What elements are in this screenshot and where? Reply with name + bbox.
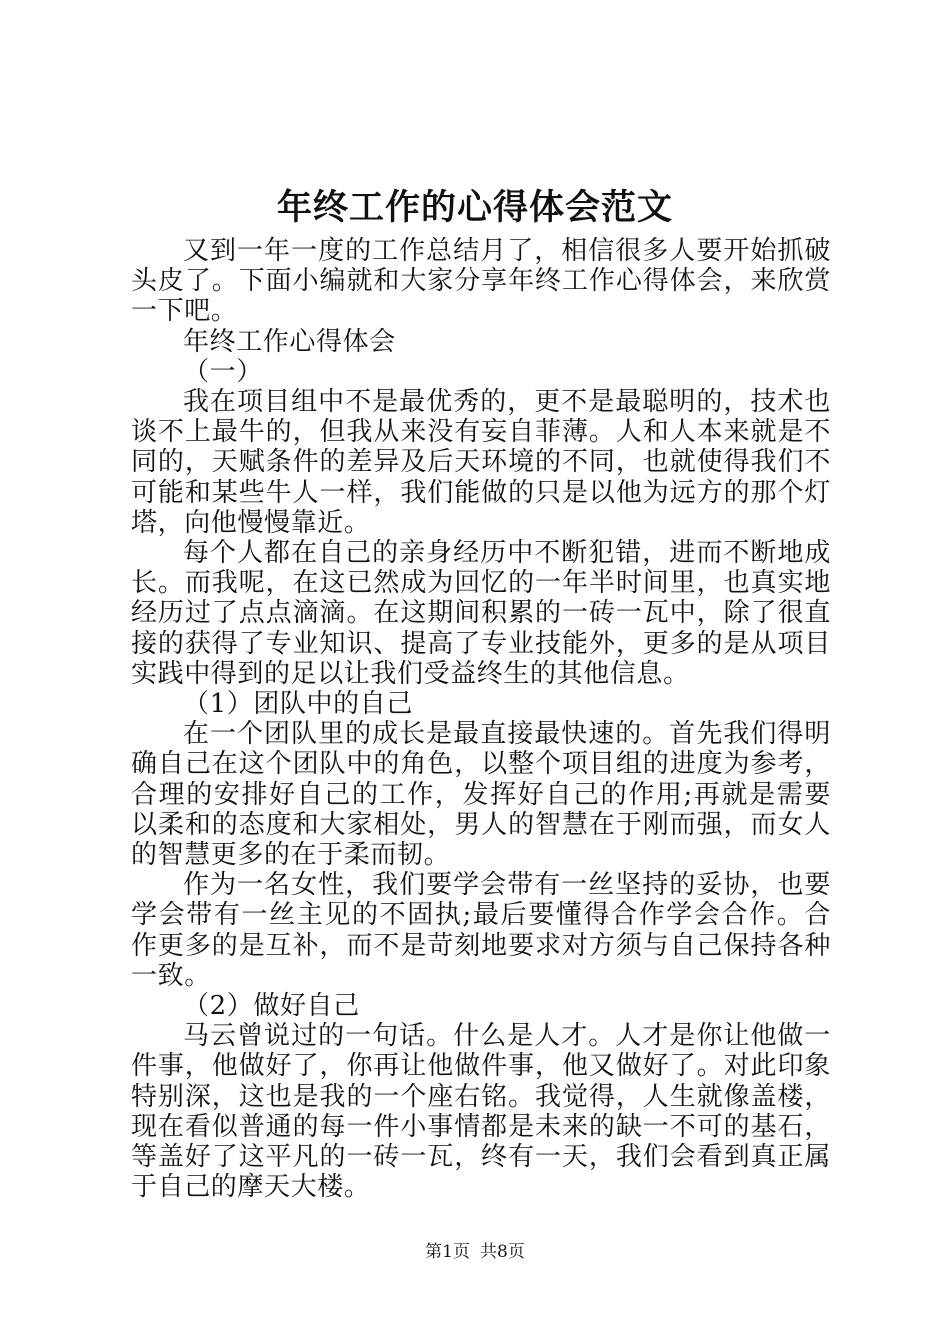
page-number: 第1页 <box>425 1242 470 1262</box>
body-paragraph: 在一个团队里的成长是最直接最快速的。首先我们得明确自己在这个团队中的角色，以整个项目组的进度为参考，合理的安排好自己的工作，发挥好自己的作用;再就是需要以柔和的态度和大家相处，男人的智慧在于刚而强，而女人的智慧更多的在于柔而韧。 <box>131 719 831 871</box>
body-paragraph: 作为一名女性，我们要学会带有一丝坚持的妥协，也要学会带有一丝主见的不固执;最后要懂得合作学会合作。合作更多的是互补，而不是苛刻地要求对方须与自己保持各种一致。 <box>131 870 831 991</box>
subheading-self: （2）做好自己 <box>183 991 360 1022</box>
body-paragraph: 马云曾说过的一句话。什么是人才。人才是你让他做一件事，他做好了，你再让他做件事，他又做好了。对此印象特别深，这也是我的一个座右铭。我觉得，人生就像盖楼，现在看似普通的每一件小事情都是未来的缺一不可的基石，等盖好了这平凡的一砖一瓦，终有一天，我们会看到真正属于自己的摩天大楼。 <box>131 1021 831 1203</box>
body-paragraph: 我在项目组中不是最优秀的，更不是最聪明的，技术也谈不上最牛的，但我从来没有妄自菲薄。人和人本来就是不同的，天赋条件的差异及后天环境的不同，也就使得我们不可能和某些牛人一样，我们能做的只是以他为远方的那个灯塔，向他慢慢靠近。 <box>131 387 831 538</box>
section-heading: 年终工作心得体会 <box>183 326 396 357</box>
intro-paragraph: 又到一年一度的工作总结月了，相信很多人要开始抓破头皮了。下面小编就和大家分享年终工作心得体会，来欣赏一下吧。 <box>131 236 831 327</box>
document-title: 年终工作的心得体会范文 <box>276 188 673 228</box>
body-paragraph: 每个人都在自己的亲身经历中不断犯错，进而不断地成长。而我呢，在这已然成为回忆的一年半时间里，也真实地经历过了点点滴滴。在这期间积累的一砖一瓦中，除了很直接的获得了专业知识、提高了专业技能外，更多的是从项目实践中得到的足以让我们受益终生的其他信息。 <box>131 538 831 689</box>
subheading-team: （1）团队中的自己 <box>183 689 413 720</box>
subsection-number: （一） <box>183 356 263 387</box>
page-total: 共8页 <box>480 1242 525 1262</box>
document-body <box>131 236 831 1203</box>
page-footer <box>0 1240 950 1264</box>
